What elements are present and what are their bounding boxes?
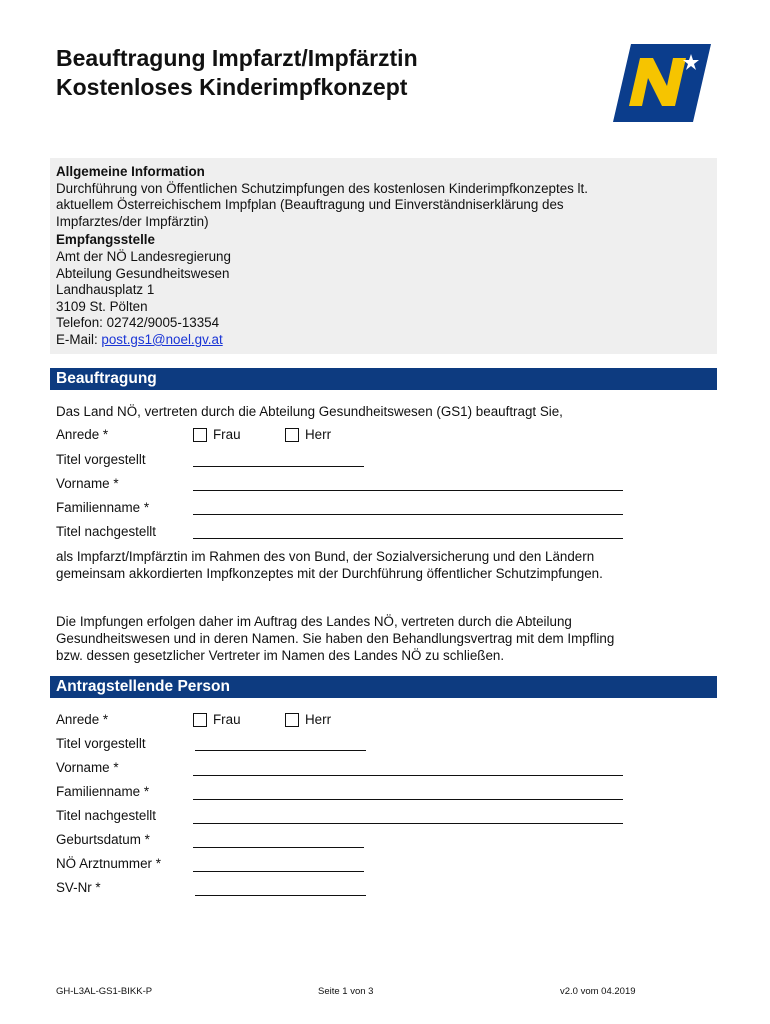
last-name-label: Familienname * xyxy=(56,500,150,515)
info-text-line: Durchführung von Öffentlichen Schutzimpfungen des kostenlosen Kinderimpfkonzeptes lt. xyxy=(56,180,588,196)
paragraph-line: bzw. dessen gesetzlicher Vertreter im Namen des Landes NÖ zu schließen. xyxy=(56,648,505,663)
checkbox-frau[interactable] xyxy=(193,428,207,442)
last-name-field[interactable] xyxy=(193,514,623,515)
paragraph-line: gemeinsam akkordierten Impfkonzeptes mit der Durchführung öffentlicher Schutzimpfungen. xyxy=(56,566,603,581)
doctor-number-label: NÖ Arztnummer * xyxy=(56,856,161,871)
address-line: 3109 St. Pölten xyxy=(56,298,148,314)
email-line xyxy=(56,332,588,349)
salutation-label: Anrede * xyxy=(56,712,109,727)
title-before-label: Titel vorgestellt xyxy=(56,452,146,467)
birthdate-field[interactable] xyxy=(193,847,364,848)
checkbox-herr[interactable] xyxy=(285,713,299,727)
footer-form-id: GH-L3AL-GS1-BIKK-P xyxy=(56,986,153,997)
checkbox-herr-label: Herr xyxy=(305,427,332,442)
mandate-paragraph xyxy=(56,548,603,582)
general-info-box xyxy=(50,158,717,354)
birthdate-label: Geburtsdatum * xyxy=(56,832,150,847)
title-line-1: Beauftragung Impfarzt/Impfärztin xyxy=(56,45,418,71)
checkbox-herr[interactable] xyxy=(285,428,299,442)
contract-paragraph xyxy=(56,613,614,664)
footer-page-number: Seite 1 von 3 xyxy=(318,986,374,997)
paragraph-line: Gesundheitswesen und in deren Namen. Sie haben den Behandlungsvertrag mit dem Impfling xyxy=(56,631,615,646)
title-line-2: Kostenloses Kinderimpfkonzept xyxy=(56,74,408,100)
section1-intro: Das Land NÖ, vertreten durch die Abteilung Gesundheitswesen (GS1) beauftragt Sie, xyxy=(56,404,563,419)
checkbox-frau[interactable] xyxy=(193,713,207,727)
paragraph-line: Die Impfungen erfolgen daher im Auftrag des Landes NÖ, vertreten durch die Abteilung xyxy=(56,614,572,629)
first-name-field[interactable] xyxy=(193,490,623,491)
address-line: Abteilung Gesundheitswesen xyxy=(56,265,230,281)
info-heading: Allgemeine Information xyxy=(56,164,205,179)
title-before-label: Titel vorgestellt xyxy=(56,736,146,751)
first-name-field[interactable] xyxy=(193,775,623,776)
paragraph-line: als Impfarzt/Impfärztin im Rahmen des von Bund, der Sozialversicherung und den Ländern xyxy=(56,549,595,564)
email-label: E-Mail: xyxy=(56,331,102,347)
recipient-heading: Empfangsstelle xyxy=(56,232,155,248)
checkbox-frau-label: Frau xyxy=(213,712,241,727)
page-title xyxy=(56,44,418,102)
first-name-label: Vorname * xyxy=(56,760,119,775)
checkbox-frau-label: Frau xyxy=(213,427,241,442)
last-name-field[interactable] xyxy=(193,799,623,800)
sv-number-field[interactable] xyxy=(195,895,366,896)
first-name-label: Vorname * xyxy=(56,476,119,491)
salutation-label: Anrede * xyxy=(56,427,109,442)
last-name-label: Familienname * xyxy=(56,784,150,799)
info-text-line: Impfarztes/der Impfärztin) xyxy=(56,213,209,229)
checkbox-herr-label: Herr xyxy=(305,712,332,727)
section-header-applicant: Antragstellende Person xyxy=(50,676,717,698)
title-before-field[interactable] xyxy=(193,466,364,467)
title-after-label: Titel nachgestellt xyxy=(56,524,156,539)
title-after-field[interactable] xyxy=(193,823,623,824)
noe-logo-icon xyxy=(613,44,711,122)
address-line: Landhausplatz 1 xyxy=(56,282,155,298)
address-line: Amt der NÖ Landesregierung xyxy=(56,248,231,264)
sv-number-label: SV-Nr * xyxy=(56,880,101,895)
doctor-number-field[interactable] xyxy=(193,871,364,872)
info-text-line: aktuellem Österreichischem Impfplan (Beauftragung und Einverständniserklärung des xyxy=(56,197,564,213)
footer-version: v2.0 vom 04.2019 xyxy=(560,986,636,997)
title-after-label: Titel nachgestellt xyxy=(56,808,156,823)
title-before-field[interactable] xyxy=(195,750,366,751)
address-line: Telefon: 02742/9005-13354 xyxy=(56,315,220,331)
email-link[interactable]: post.gs1@noel.gv.at xyxy=(101,331,223,347)
section-header-beauftragung: Beauftragung xyxy=(50,368,717,390)
title-after-field[interactable] xyxy=(193,538,623,539)
